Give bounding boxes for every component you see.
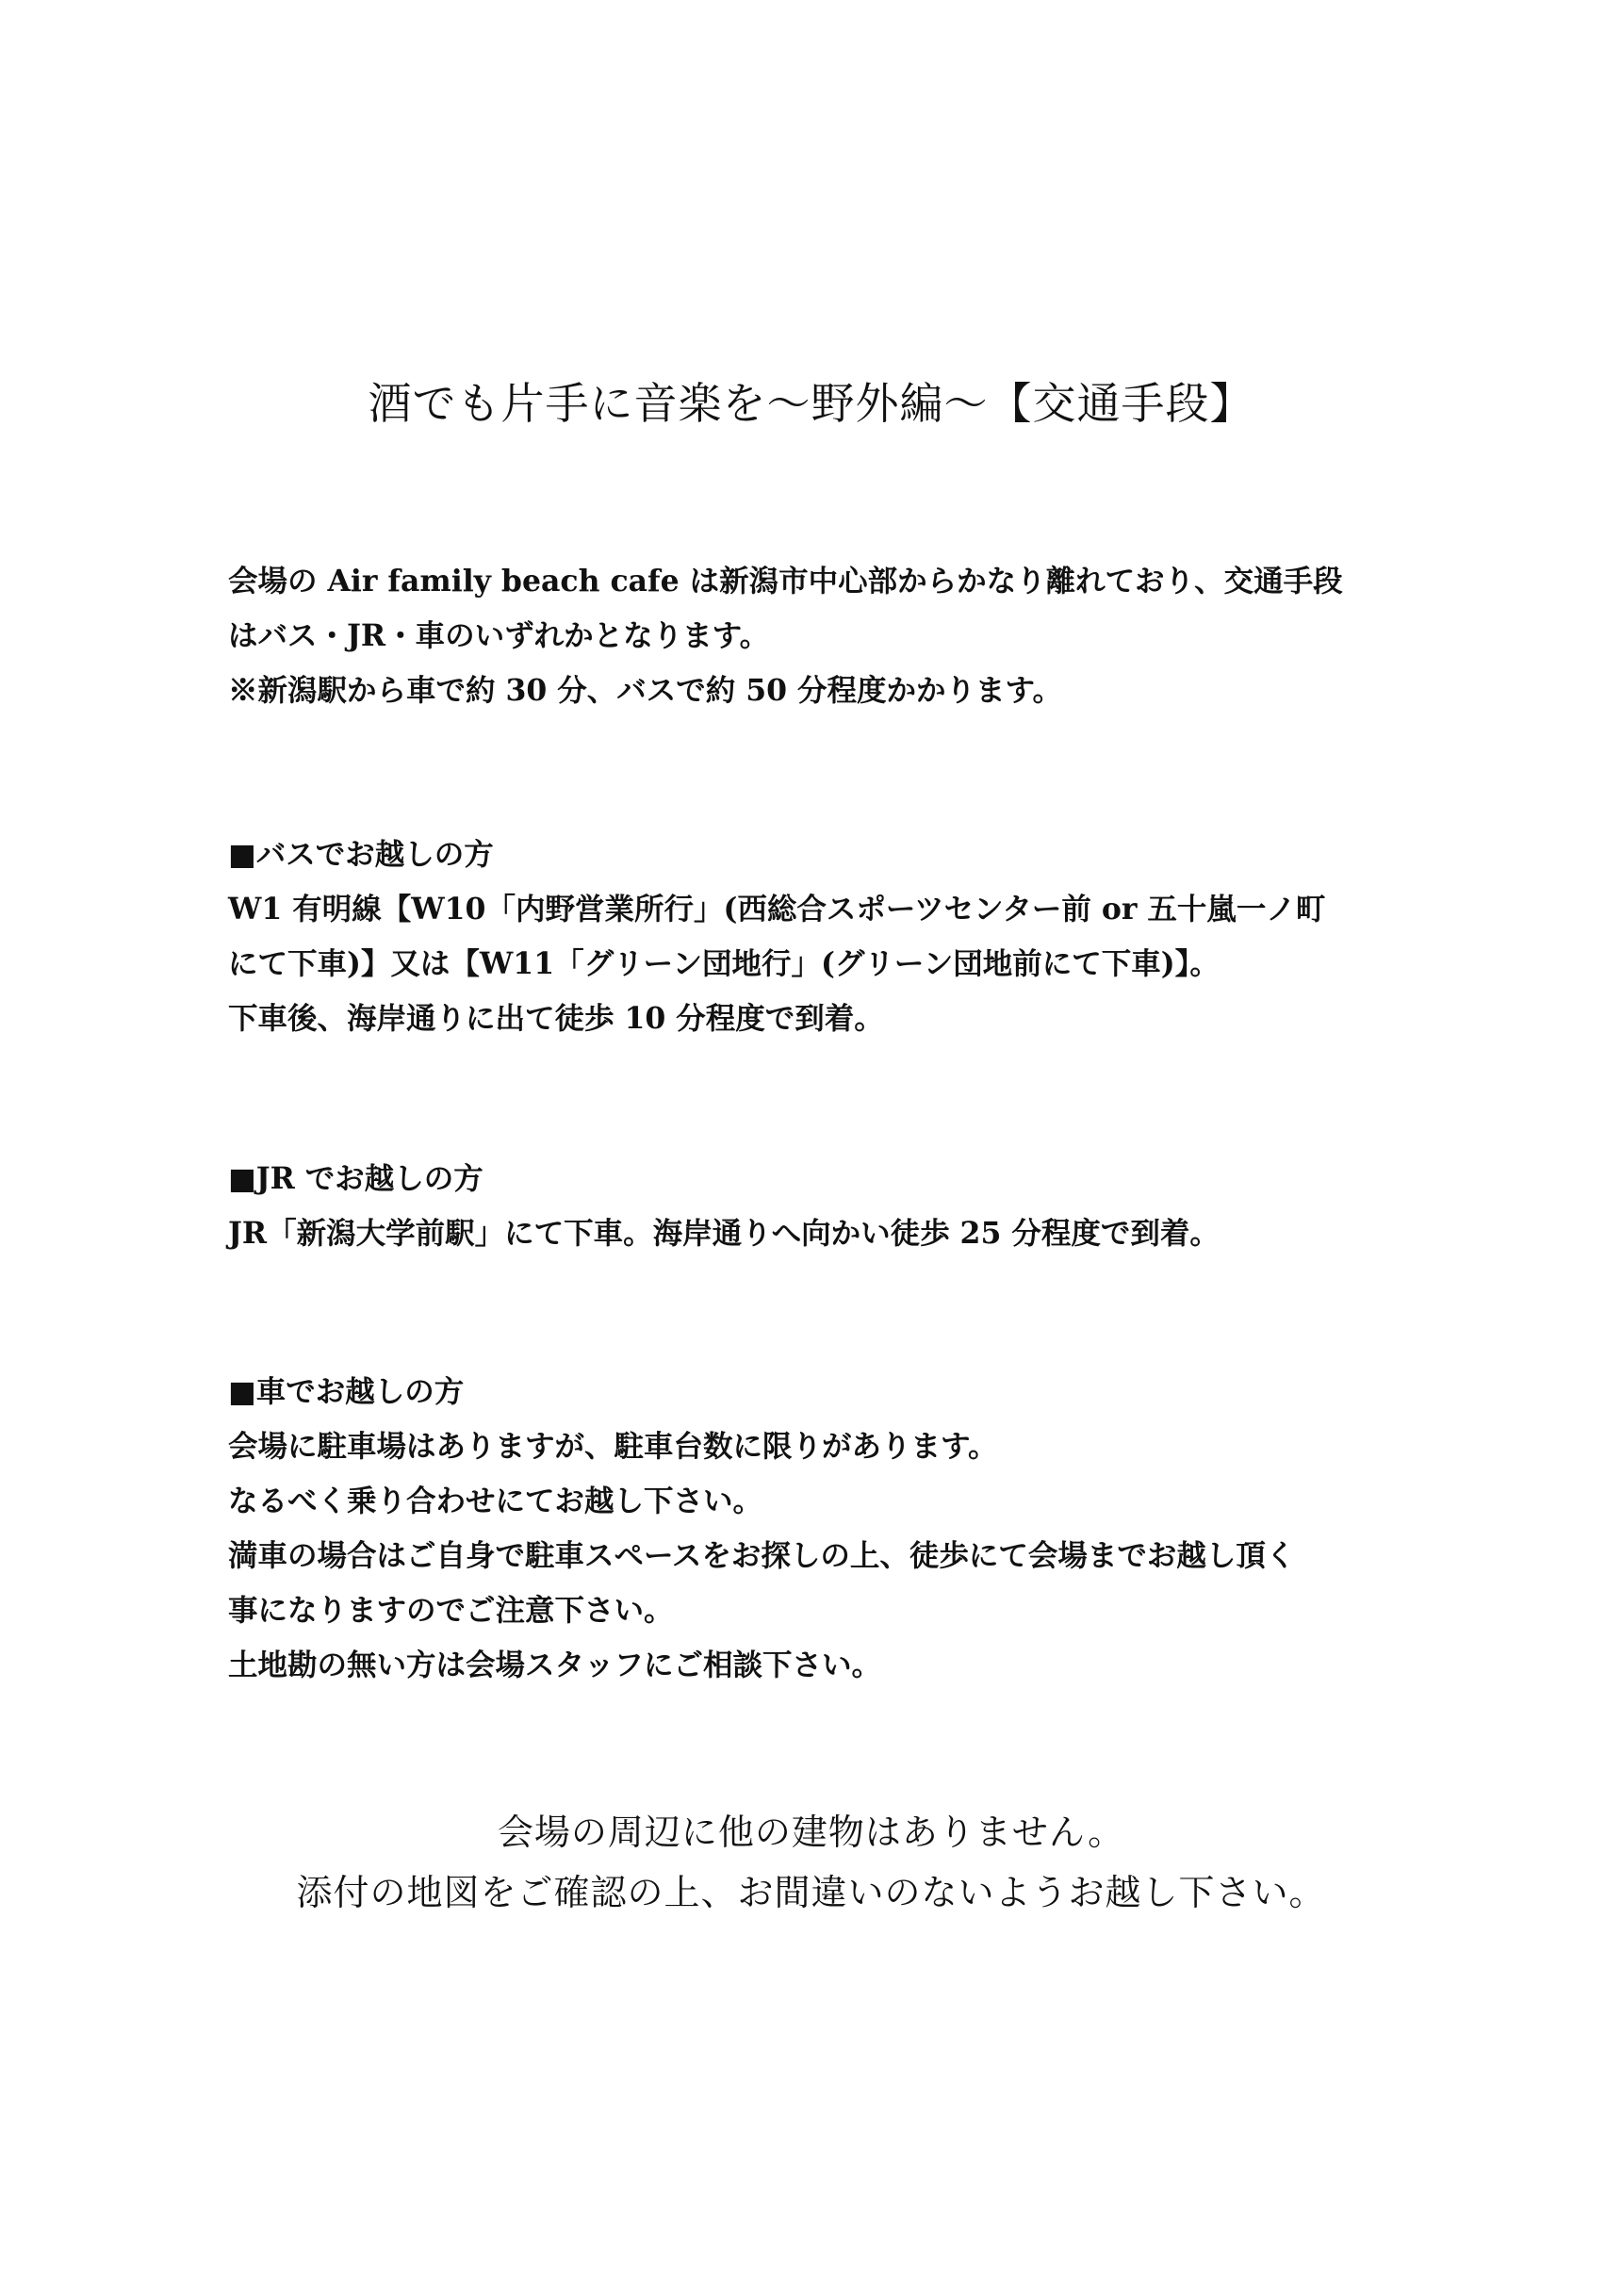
section-car	[228, 1365, 1416, 1693]
section-jr-heading: ■JR でお越しの方	[228, 1161, 483, 1196]
section-car-line: なるべく乗り合わせにてお越し下さい。	[228, 1484, 763, 1518]
closing-line: 会場の周辺に他の建物はありません。	[497, 1812, 1125, 1853]
closing-line: 添付の地図をご確認の上、お間違いのないようお越し下さい。	[296, 1872, 1326, 1913]
document-title: 酒でも片手に音楽を〜野外編〜【交通手段】	[368, 378, 1254, 429]
section-car-line: 土地勘の無い方は会場スタッフにご相談下さい。	[228, 1648, 882, 1682]
section-car-line: 事になりますのでご注意下さい。	[228, 1593, 674, 1628]
section-bus-line: 下車後、海岸通りに出て徒歩 10 分程度で到着。	[228, 1001, 884, 1036]
closing-note	[0, 1802, 1622, 1923]
section-car-heading: ■車でお越しの方	[228, 1374, 465, 1409]
intro-paragraph	[228, 554, 1416, 718]
section-jr	[228, 1152, 1416, 1261]
intro-line: 会場の Air family beach cafe は新潟市中心部からかなり離れており、交通手段	[228, 564, 1343, 599]
section-car-line: 会場に駐車場はありますが、駐車台数に限りがあります。	[228, 1429, 998, 1464]
section-bus	[228, 828, 1416, 1046]
section-car-line: 満車の場合はご自身で駐車スペースをお探しの上、徒歩にて会場までお越し頂く	[228, 1538, 1296, 1573]
intro-line: はバス・JR・車のいずれかとなります。	[228, 618, 770, 653]
section-jr-line: JR「新潟大学前駅」にて下車。海岸通りへ向かい徒歩 25 分程度で到着。	[228, 1216, 1220, 1251]
section-bus-heading: ■バスでお越しの方	[228, 837, 494, 872]
intro-line: ※新潟駅から車で約 30 分、バスで約 50 分程度かかります。	[228, 673, 1063, 708]
section-bus-line: にて下車)】又は【W11「グリーン団地行」(グリーン団地前にて下車)】。	[228, 946, 1220, 981]
section-bus-line: W1 有明線【W10「内野営業所行」(西総合スポーツセンター前 or 五十嵐一ノ町	[228, 892, 1326, 927]
